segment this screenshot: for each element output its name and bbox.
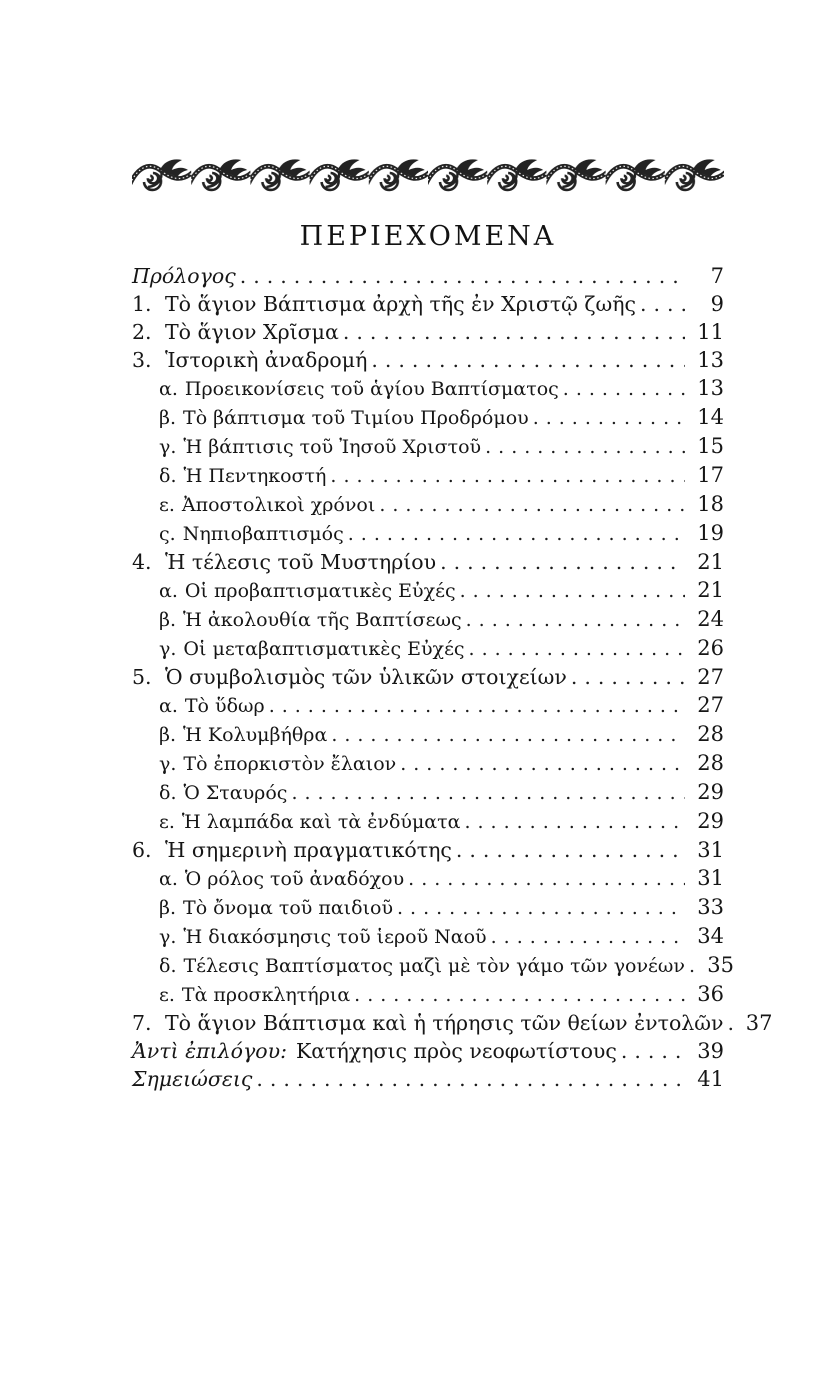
toc-entry-label: Ἡ βάπτισις τοῦ Ἰησοῦ Χριστοῦ: [183, 436, 482, 458]
toc-entry-number: γ.: [159, 436, 177, 458]
toc-entry: [132, 403, 724, 432]
toc-entry-page: 14: [697, 405, 724, 429]
toc-entry-label: Τὸ ἅγιον Χρῖσμα: [165, 320, 339, 344]
toc-dot-leader: [343, 318, 685, 346]
toc-entry: [132, 374, 724, 403]
toc-dot-leader: [485, 433, 685, 461]
page-title: ΠΕΡΙΕΧΟΜΕΝΑ: [299, 221, 557, 252]
toc-entry: [132, 720, 724, 749]
toc-entry-number: γ.: [159, 926, 177, 948]
toc-dot-leader: [269, 692, 685, 720]
toc-entry-number: β.: [159, 897, 177, 919]
toc-entry-number: δ.: [159, 465, 177, 487]
toc-dot-leader: [291, 779, 685, 807]
toc-entry-number: 3.: [132, 348, 152, 372]
toc-entry: [132, 290, 724, 318]
toc-entry-number: ς.: [159, 523, 176, 545]
toc-entry: [132, 951, 734, 980]
toc-entry-page: 36: [697, 982, 724, 1006]
toc-entry-label: Ἱστορικὴ ἀναδρομή: [165, 348, 368, 372]
toc-dot-leader: [464, 808, 685, 836]
toc-entry-page: 13: [697, 376, 724, 400]
toc-entry-page: 28: [697, 722, 724, 746]
toc-entry-label: Νηπιοβαπτισμός: [182, 523, 344, 545]
toc-entry-page: 37: [745, 1011, 773, 1035]
toc-entry-label: Ἡ Κολυμβήθρα: [183, 724, 328, 746]
toc-entry-page: 29: [697, 809, 724, 833]
toc-entry-label: Τέλεσις Βαπτίσματος μαζὶ μὲ τὸν γάμο τῶν γονέων: [183, 955, 685, 977]
toc-entry-number: β.: [159, 609, 177, 631]
toc-entry-page: 39: [697, 1039, 724, 1063]
toc-entry: [132, 807, 724, 836]
toc-entry-prefix: Ἀντὶ ἐπιλόγου:: [132, 1039, 287, 1063]
toc-entry-label: Τὸ ἅγιον Βάπτισμα ἀρχὴ τῆς ἐν Χριστῷ ζωῆς: [165, 292, 636, 316]
toc-entry: [132, 548, 724, 576]
toc-dot-leader: [640, 290, 685, 318]
toc-entry-label: Ὁ ρόλος τοῦ ἀναδόχου: [184, 868, 405, 890]
toc-entry-label: Ἡ Πεντηκοστή: [183, 465, 327, 487]
toc-entry-label: Τὰ προσκλητήρια: [181, 984, 351, 1006]
toc-entry-label: Τὸ ἅγιον Βάπτισμα καὶ ἡ τήρησις τῶν θείων ἐντολῶν: [165, 1011, 724, 1035]
toc-entry-number: δ.: [159, 782, 177, 804]
toc-dot-leader: [240, 262, 685, 290]
toc-entry-number: γ.: [159, 753, 177, 775]
toc-dot-leader: [621, 1037, 685, 1065]
toc-entry-page: 29: [697, 780, 724, 804]
toc-dot-leader: [256, 1065, 685, 1093]
toc-entry-number: 7.: [132, 1011, 152, 1035]
toc-entry: [132, 490, 724, 519]
toc-dot-leader: [563, 375, 685, 403]
toc-dot-leader: [354, 981, 685, 1009]
toc-entry-label: Ὁ Σταυρός: [183, 782, 288, 804]
toc-dot-leader: [689, 952, 695, 980]
toc-entry-page: 34: [697, 924, 724, 948]
toc-dot-leader: [408, 865, 685, 893]
toc-dot-leader: [348, 520, 685, 548]
toc-entry-label: Κατήχησις πρὸς νεοφωτίστους: [295, 1039, 617, 1063]
toc-entry-number: 4.: [132, 550, 152, 574]
toc-dot-leader: [469, 635, 685, 663]
toc-dot-leader: [571, 663, 685, 691]
toc-entry-page: 13: [697, 348, 724, 372]
toc-entry: [132, 691, 724, 720]
toc-entry-label: Τὸ ἐπορκιστὸν ἔλαιον: [183, 753, 397, 775]
toc-dot-leader: [727, 1009, 733, 1037]
toc-entry-page: 17: [697, 463, 724, 487]
toc-entry-page: 21: [697, 578, 724, 602]
toc-entry-page: 27: [697, 693, 724, 717]
toc-entry: [132, 605, 724, 634]
toc-entry: [132, 864, 724, 893]
toc-entry: [132, 318, 724, 346]
toc-dot-leader: [533, 404, 685, 432]
toc-entry-page: 18: [697, 492, 724, 516]
toc-entry: [132, 1037, 724, 1065]
toc-entry-page: 11: [697, 320, 724, 344]
toc-entry-page: 35: [707, 953, 734, 977]
toc-entry-label: Ἡ ἀκολουθία τῆς Βαπτίσεως: [183, 609, 462, 631]
toc-entry-number: α.: [159, 695, 178, 717]
toc-entry-label: Οἱ προβαπτισματικὲς Εὐχές: [184, 580, 456, 602]
toc-entry-label: Ἡ τέλεσις τοῦ Μυστηρίου: [165, 550, 437, 574]
toc-entry-number: α.: [159, 868, 178, 890]
toc-entry-label: Ἀποστολικοὶ χρόνοι: [181, 494, 376, 516]
toc-entry: [132, 519, 724, 548]
toc-entry-number: β.: [159, 407, 177, 429]
toc-entry-number: 2.: [132, 320, 152, 344]
book-page: [132, 157, 773, 1093]
toc-entry: [132, 576, 724, 605]
toc-entry-label: Οἱ μεταβαπτισματικὲς Εὐχές: [183, 638, 465, 660]
toc-entry-label: Τὸ ὄνομα τοῦ παιδιοῦ: [183, 897, 394, 919]
toc-entry: [132, 1065, 724, 1093]
toc-entry-number: 5.: [132, 665, 152, 689]
toc-entry-label: Τὸ βάπτισμα τοῦ Τιμίου Προδρόμου: [183, 407, 529, 429]
toc-entry-page: 31: [697, 838, 724, 862]
toc-entry: [132, 749, 724, 778]
ornament-border: [132, 157, 724, 197]
toc-dot-leader: [491, 923, 685, 951]
toc-dot-leader: [371, 346, 685, 374]
toc-entry-label: Πρόλογος: [132, 264, 236, 288]
toc-entry: [132, 893, 724, 922]
toc-entry-number: 6.: [132, 838, 152, 862]
toc-entry-number: δ.: [159, 955, 177, 977]
toc-dot-leader: [397, 894, 685, 922]
toc-entry: [132, 1009, 773, 1037]
toc-entry-number: α.: [159, 378, 178, 400]
toc-entry-page: 28: [697, 751, 724, 775]
toc-entry-number: ε.: [159, 494, 175, 516]
toc-entry: [132, 663, 724, 691]
toc-entry: [132, 980, 724, 1009]
toc-entry-label: Προεικονίσεις τοῦ ἁγίου Βαπτίσματος: [184, 378, 559, 400]
toc-dot-leader: [466, 606, 685, 634]
toc-entry-page: 7: [710, 264, 724, 288]
toc-entry: [132, 461, 724, 490]
toc-entry-number: 1.: [132, 292, 152, 316]
toc-entry-page: 24: [697, 607, 724, 631]
toc-entry-number: γ.: [159, 638, 177, 660]
toc-entry-number: ε.: [159, 811, 175, 833]
toc-entry-label: Ὁ συμβολισμὸς τῶν ὑλικῶν στοιχείων: [165, 665, 567, 689]
toc-entry-page: 15: [697, 434, 724, 458]
toc-dot-leader: [460, 577, 685, 605]
toc-dot-leader: [400, 750, 685, 778]
toc-entry-label: Ἡ διακόσμησις τοῦ ἱεροῦ Ναοῦ: [183, 926, 487, 948]
toc-entry-page: 19: [697, 521, 724, 545]
toc-dot-leader: [330, 462, 685, 490]
toc-entry-number: ε.: [159, 984, 175, 1006]
toc-entry-page: 31: [697, 866, 724, 890]
toc-entry-page: 9: [710, 292, 724, 316]
toc-entry-page: 41: [697, 1067, 724, 1091]
toc-dot-leader: [456, 836, 685, 864]
toc-entry-label: Ἡ λαμπάδα καὶ τὰ ἐνδύματα: [181, 811, 461, 833]
toc-entry: [132, 778, 724, 807]
toc-entry-label: Ἡ σημερινὴ πραγματικότης: [165, 838, 452, 862]
toc-dot-leader: [379, 491, 685, 519]
toc-entry-number: α.: [159, 580, 178, 602]
toc-list: [132, 262, 773, 1093]
toc-entry: [132, 836, 724, 864]
toc-entry-label: Τὸ ὕδωρ: [184, 695, 265, 717]
toc-dot-leader: [440, 548, 685, 576]
toc-entry: [132, 432, 724, 461]
toc-entry: [132, 922, 724, 951]
toc-entry: [132, 346, 724, 374]
toc-dot-leader: [331, 721, 685, 749]
toc-entry: [132, 262, 724, 290]
toc-entry: [132, 634, 724, 663]
toc-entry-number: β.: [159, 724, 177, 746]
toc-entry-page: 26: [697, 636, 724, 660]
toc-entry-page: 21: [697, 550, 724, 574]
toc-entry-page: 27: [697, 665, 724, 689]
toc-entry-label: Σημειώσεις: [132, 1067, 253, 1091]
toc-entry-page: 33: [697, 895, 724, 919]
